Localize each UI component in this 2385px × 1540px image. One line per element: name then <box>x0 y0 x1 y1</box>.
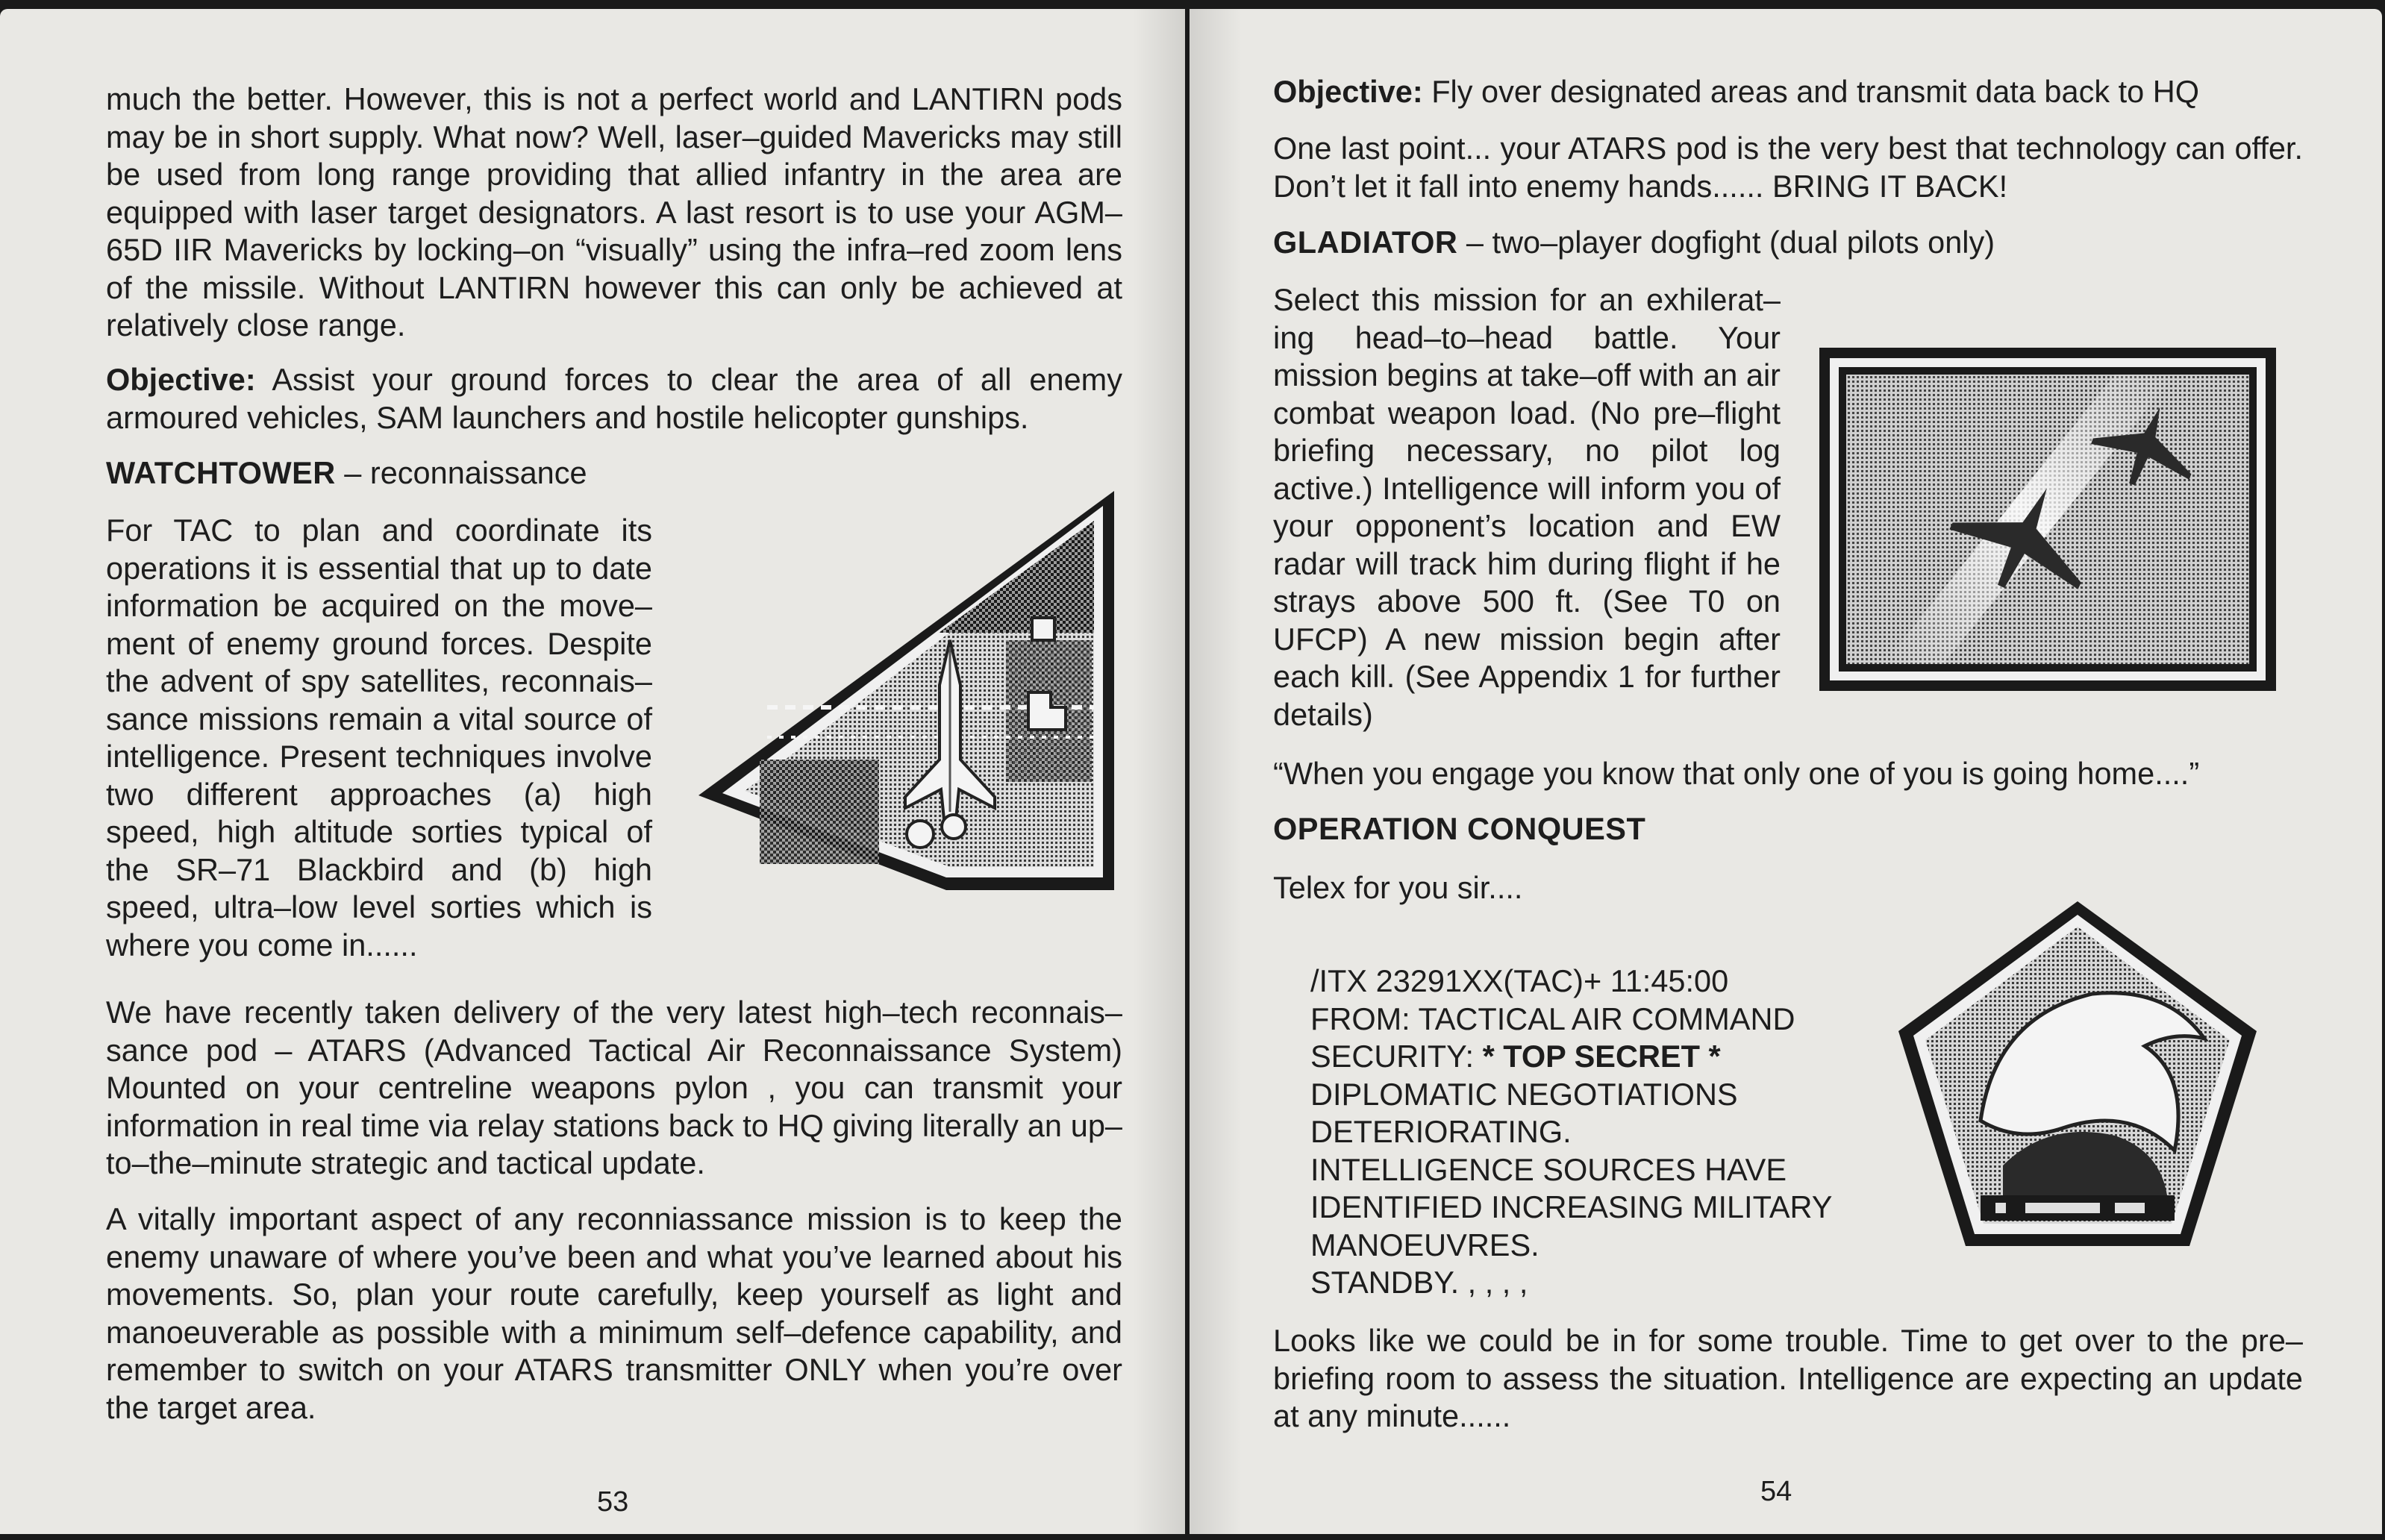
watchtower-illustration <box>693 483 1125 901</box>
atars-paragraph: We have recently taken delivery of the very latest high–tech reconnais–sance pod – ATARS (Advanced Tactical Air Reconnaissance System) Mounted on your centreline weapons pylon , you can transmit your information in real time via relay stations back to HQ giving literally an up–to–the–minute strategic and tactical update. <box>106 995 1122 1180</box>
objective-paragraph <box>1273 73 2303 111</box>
page-number: 53 <box>597 1486 629 1518</box>
gladiator-subtitle: – two–player dogfight (dual pilots only) <box>1466 225 1995 260</box>
objective-text: Assist your ground forces to clear the area of all enemy armoured vehicles, SAM launchers and hostile helicopter gunships. <box>106 362 1122 435</box>
gladiator-paragraph: Select this mission for an exhilerat–ing head–to–head battle. Your mission begins at take–off with an air combat weapon load. (No pre–flight briefing necessary, no pilot log active.) Intelligence will inform you of your opponent’s location and EW radar will track him during flight if he strays above 500 ft. (See T0 on UFCP) A new mission begin after each kill. (See Appendix 1 for further details) <box>1273 282 1781 732</box>
conquest-title: OPERATION CONQUEST <box>1273 811 1646 846</box>
telex-line: INTELLIGENCE SOURCES HAVE <box>1310 1151 1787 1187</box>
telex-line: STANDBY. , , , , <box>1310 1265 1528 1300</box>
gladiator-heading <box>1273 224 2303 262</box>
security-level: * TOP SECRET * <box>1482 1039 1721 1074</box>
telex-line: FROM: TACTICAL AIR COMMAND <box>1310 1001 1795 1036</box>
objective-text: Fly over designated areas and transmit data back to HQ <box>1431 74 2199 109</box>
watchtower-subtitle: – reconnaissance <box>344 455 587 490</box>
gladiator-quote: “When you engage you know that only one of you is going home....” <box>1273 756 2200 791</box>
telex-line: IDENTIFIED INCREASING MILITARY <box>1310 1189 1833 1224</box>
telex-message <box>1310 962 1892 1302</box>
watchtower-paragraph: For TAC to plan and coordinate its operations it is essential that up to date information be acquired on the move–ment of enemy ground forces. Despite the advent of spy satellites, reconnais–sance missions remain a vital source of intelligence. Present techniques involve two different approaches (a) high speed, high altitude sorties typical of the SR–71 Blackbird and (b) high speed, ultra–low level sorties which is where you come in...... <box>106 513 652 962</box>
last-point-paragraph: One last point... your ATARS pod is the very best that technology can offer. Don’t let it fall into enemy hands...... BRING IT BACK! <box>1273 131 2303 204</box>
gladiator-title: GLADIATOR <box>1273 225 1458 260</box>
telex-intro: Telex for you sir.... <box>1273 870 1523 905</box>
objective-label: Objective: <box>106 362 256 397</box>
telex-line: DIPLOMATIC NEGOTIATIONS <box>1310 1076 1738 1112</box>
right-page <box>1190 9 2382 1534</box>
telex-line: MANOEUVRES. <box>1310 1227 1540 1262</box>
objective-paragraph <box>106 361 1122 436</box>
telex-line: SECURITY: * TOP SECRET * <box>1310 1039 1721 1074</box>
closing-paragraph: Looks like we could be in for some trouble. Time to get over to the pre–briefing room to assess the situation. Intelligence are expecting an update at any minute...... <box>1273 1323 2303 1433</box>
intro-paragraph: much the better. However, this is not a perfect world and LANTIRN pods may be in short supply. What now? Well, laser–guided Mavericks may still be used from long range providing that allied infantry in the area are equipped with laser target designators. A last resort is to use your AGM–65D IIR Mavericks by locking–on “visually” using the infra–red zoom lens of the missile. Without LANTIRN however this can only be achieved at relatively close range. <box>106 81 1122 342</box>
vital-paragraph: A vitally important aspect of any reconniassance mission is to keep the enemy unaware of where you’ve been and what you’ve learned about his movements. So, plan your route carefully, keep yourself as light and manoeuverable as possible with a minimum self–defence capability, and remember to switch on your ATARS transmitter ONLY when you’re over the target area. <box>106 1201 1122 1425</box>
objective-label: Objective: <box>1273 74 1423 109</box>
gladiator-illustration <box>1816 345 2279 697</box>
gutter-shadow <box>1133 9 1185 1534</box>
page-number: 54 <box>1760 1476 1792 1507</box>
left-page <box>0 9 1185 1534</box>
conquest-illustration <box>1891 897 2264 1255</box>
telex-line: /ITX 23291XX(TAC)+ 11:45:00 <box>1310 963 1729 998</box>
gutter-shadow <box>1190 9 1242 1534</box>
telex-line: DETERIORATING. <box>1310 1114 1572 1149</box>
watchtower-title: WATCHTOWER <box>106 455 336 490</box>
